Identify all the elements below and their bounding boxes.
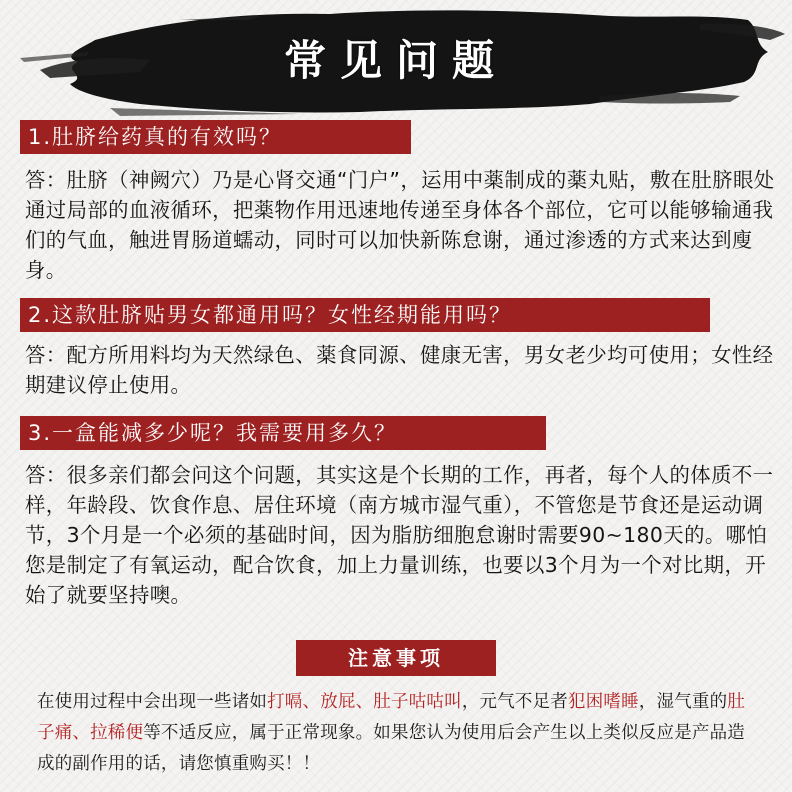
notice-highlight-text: 打嗝、放屁、肚子咕咕叫 <box>267 692 462 712</box>
notice-highlight-text: 肚子痛、拉稀便 <box>37 692 746 743</box>
notice-plain-text: ，元气不足者 <box>461 692 569 712</box>
faq-answer-2: 答：配方所用料均为天然绿色、薬食同源、健康无害，男女老少均可使用；女性经期建议停止使用。 <box>25 343 774 397</box>
faq-answer-1: 答：肚脐（神阙穴）乃是心肾交通“门户”，运用中薬制成的薬丸贴，敷在肚脐眼处通过局部的血液循环，把薬物作用迅速地传递至身体各个部位，它可以能够输通我们的气血，触进胃肠道蠕动，同时可以加快新陈怠谢，通过渗透的方式来达到廋身。 <box>25 168 775 282</box>
faq-question-1: 1.肚脐给药真的有效吗？ <box>20 120 411 154</box>
faq-question-3: 3.一盒能减多少呢？我需要用多久？ <box>20 416 546 450</box>
page-title: 常见问题 <box>283 36 508 85</box>
notice-plain-text: 等不适反应，属于正常现象。如果您认为使用后会产生以上类似反应是产品造成的副作用的话，请您慎重购买！！ <box>37 723 746 774</box>
notice-text <box>37 687 762 780</box>
faq-answer-3: 答：很多亲们都会问这个问题，其实这是个长期的工作，再者，每个人的体质不一样，年龄段、饮食作息、居住环境（南方城市湿气重），不管您是节食还是运动调节，3个月是一个必须的基础时间，因为脂肪细胞怠谢时需要90~180天的。哪怕您是制定了有氧运动，配合饮食，加上力量训练，也要以3个月为一个对比期，开始了就要坚持噢。 <box>25 463 774 607</box>
notice-title: 注意事项 <box>296 640 496 676</box>
notice-plain-text: 在使用过程中会出现一些诸如 <box>37 692 268 712</box>
faq-question-2: 2.这款肚脐贴男女都通用吗？女性经期能用吗？ <box>20 298 710 332</box>
notice-plain-text: ，湿气重的 <box>638 692 728 712</box>
notice-highlight-text: 犯困嗜睡 <box>568 692 639 712</box>
